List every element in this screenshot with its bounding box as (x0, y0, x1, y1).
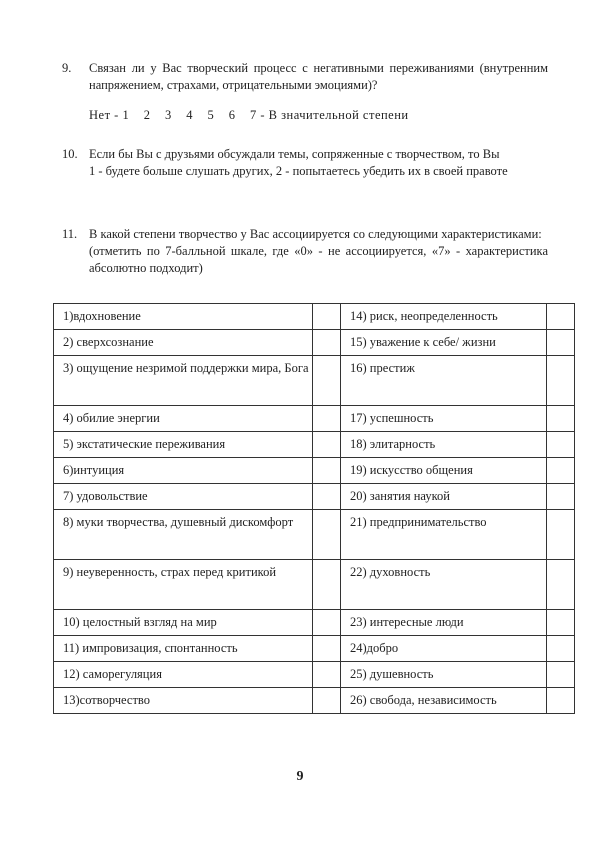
rating-cell[interactable] (547, 304, 575, 330)
characteristic-cell-right: 23) интересные люди (341, 610, 547, 636)
characteristic-cell-right: 21) предпринимательство (341, 510, 547, 560)
characteristic-cell-left: 8) муки творчества, душевный дискомфорт (54, 510, 313, 560)
table-row (54, 406, 575, 432)
table-row (54, 662, 575, 688)
rating-cell[interactable] (313, 356, 341, 406)
rating-cell[interactable] (547, 688, 575, 714)
question-10-text: Если бы Вы с друзьями обсуждали темы, сопряженные с творчеством, то Вы (89, 147, 500, 161)
rating-cell[interactable] (313, 330, 341, 356)
rating-cell[interactable] (547, 610, 575, 636)
question-11-instruction: (отметить по 7-балльной шкале, где «0» - не ассоциируется, «7» - характеристика абсолютно подходит) (89, 244, 548, 275)
rating-cell[interactable] (547, 330, 575, 356)
page-number: 9 (296, 769, 304, 784)
characteristic-cell-right: 18) элитарность (341, 432, 547, 458)
characteristic-cell-right: 22) духовность (341, 560, 547, 610)
characteristic-cell-right: 24)добро (341, 636, 547, 662)
rating-cell[interactable] (547, 510, 575, 560)
question-9-number: 9. (62, 61, 72, 75)
table-row (54, 688, 575, 714)
question-11-number: 11. (62, 227, 78, 241)
rating-cell[interactable] (547, 484, 575, 510)
rating-cell[interactable] (313, 662, 341, 688)
rating-cell[interactable] (313, 432, 341, 458)
rating-cell[interactable] (547, 636, 575, 662)
characteristic-cell-left: 4) обилие энергии (54, 406, 313, 432)
rating-cell[interactable] (547, 406, 575, 432)
characteristic-cell-left: 3) ощущение незримой поддержки мира, Бога (54, 356, 313, 406)
characteristic-cell-right: 20) занятия наукой (341, 484, 547, 510)
characteristic-cell-left: 5) экстатические переживания (54, 432, 313, 458)
question-9-text: Связан ли у Вас творческий процесс с негативными переживаниями (внутренним напряжением, страхами, отрицательными эмоциями)? (89, 61, 548, 92)
table-row (54, 636, 575, 662)
rating-cell[interactable] (313, 304, 341, 330)
table-row (54, 610, 575, 636)
question-11-text: В какой степени творчество у Вас ассоциируется со следующими характеристиками: (89, 227, 542, 241)
table-row (54, 432, 575, 458)
rating-cell[interactable] (547, 662, 575, 688)
rating-cell[interactable] (547, 356, 575, 406)
table-row (54, 510, 575, 560)
rating-cell[interactable] (313, 636, 341, 662)
rating-cell[interactable] (313, 560, 341, 610)
question-9-scale: Нет - 1 2 3 4 5 6 7 - В значительной степени (89, 108, 409, 122)
characteristic-cell-left: 12) саморегуляция (54, 662, 313, 688)
table-row (54, 484, 575, 510)
rating-cell[interactable] (313, 510, 341, 560)
question-10-options: 1 - будете больше слушать других, 2 - попытаетесь убедить их в своей правоте (89, 164, 508, 178)
table-row (54, 458, 575, 484)
rating-cell[interactable] (313, 406, 341, 432)
characteristic-cell-left: 9) неуверенность, страх перед критикой (54, 560, 313, 610)
characteristic-cell-right: 15) уважение к себе/ жизни (341, 330, 547, 356)
characteristic-cell-left: 6)интуиция (54, 458, 313, 484)
rating-cell[interactable] (313, 610, 341, 636)
rating-cell[interactable] (547, 458, 575, 484)
rating-cell[interactable] (547, 432, 575, 458)
characteristic-cell-right: 16) престиж (341, 356, 547, 406)
characteristic-cell-right: 14) риск, неопределенность (341, 304, 547, 330)
characteristic-cell-left: 7) удовольствие (54, 484, 313, 510)
characteristic-cell-left: 11) импровизация, спонтанность (54, 636, 313, 662)
question-10-number: 10. (62, 147, 78, 161)
characteristic-cell-right: 19) искусство общения (341, 458, 547, 484)
characteristic-cell-right: 17) успешность (341, 406, 547, 432)
question-9 (62, 60, 548, 124)
characteristic-cell-right: 25) душевность (341, 662, 547, 688)
table-row (54, 330, 575, 356)
rating-cell[interactable] (313, 688, 341, 714)
table-row (54, 304, 575, 330)
table-row (54, 560, 575, 610)
question-11 (62, 226, 548, 277)
characteristic-cell-left: 1)вдохновение (54, 304, 313, 330)
characteristic-cell-left: 2) сверхсознание (54, 330, 313, 356)
characteristics-table (53, 303, 575, 714)
rating-cell[interactable] (313, 484, 341, 510)
characteristic-cell-left: 10) целостный взгляд на мир (54, 610, 313, 636)
rating-cell[interactable] (313, 458, 341, 484)
characteristic-cell-left: 13)сотворчество (54, 688, 313, 714)
characteristic-cell-right: 26) свобода, независимость (341, 688, 547, 714)
question-10 (62, 146, 548, 180)
table-row (54, 356, 575, 406)
rating-cell[interactable] (547, 560, 575, 610)
